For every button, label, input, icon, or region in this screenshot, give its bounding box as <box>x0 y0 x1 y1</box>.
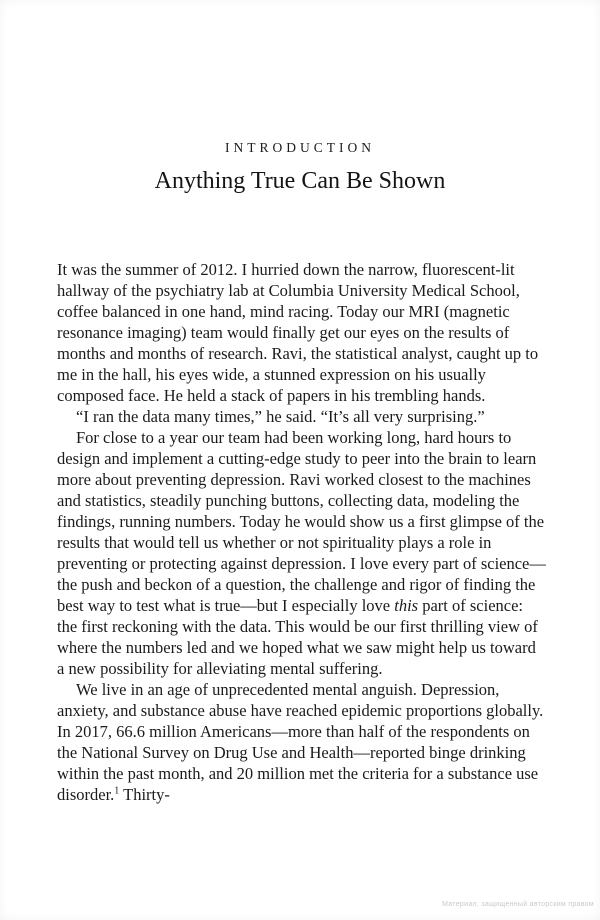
paragraph-2 <box>57 406 547 427</box>
text-run: For close to a year our team had been working long, hard hours to design and implement a cutting-edge study to peer into the brain to learn more about preventing depression. Ravi worked closest to the machines and statistics, steadily punching buttons, collecting data, modeling the findings, running numbers. Today he would show us a first glimpse of the results that would tell us whether or not spirituality plays a role in preventing or protecting against depression. I love every part of science—the push and beckon of a question, the challenge and rigor of finding the best way to test what is true—but I especially love <box>57 428 546 615</box>
text-run: Thirty- <box>119 785 170 804</box>
copyright-watermark: Материал, защищенный авторским правом <box>442 901 594 908</box>
text-run-italic: this <box>394 596 419 615</box>
body-text <box>57 259 547 805</box>
chapter-kicker: INTRODUCTION <box>225 140 375 155</box>
paragraph-3 <box>57 427 547 679</box>
text-run: We live in an age of unprecedented mental anguish. Depression, anxiety, and substance abuse have reached epidemic proportions globally. In 2017, 66.6 million Americans—more than half of the respondents on the National Survey on Drug Use and Health—reported binge drinking within the past month, and 20 million met the criteria for a substance use disorder. <box>57 680 544 804</box>
paragraph-1 <box>57 259 547 406</box>
footnote-marker: 1 <box>114 785 120 797</box>
text-run: “I ran the data many times,” he said. “It’s all very surprising.” <box>76 407 485 426</box>
text-run: It was the summer of 2012. I hurried down the narrow, fluorescent-lit hallway of the psychiatry lab at Columbia University Medical School, coffee balanced in one hand, mind racing. Today our MRI (magnetic resonance imaging) team would finally get our eyes on the results of months and months of research. Ravi, the statistical analyst, caught up to me in the hall, his eyes wide, a stunned expression on his usually composed face. He held a stack of papers in his trembling hands. <box>57 260 539 405</box>
text-run: part of science: the first reckoning with the data. This would be our first thrilling view of where the numbers led and we hoped what we saw might help us toward a new possibility for alleviating mental suffering. <box>57 596 538 678</box>
paragraph-4 <box>57 679 547 805</box>
chapter-title: Anything True Can Be Shown <box>154 168 446 194</box>
